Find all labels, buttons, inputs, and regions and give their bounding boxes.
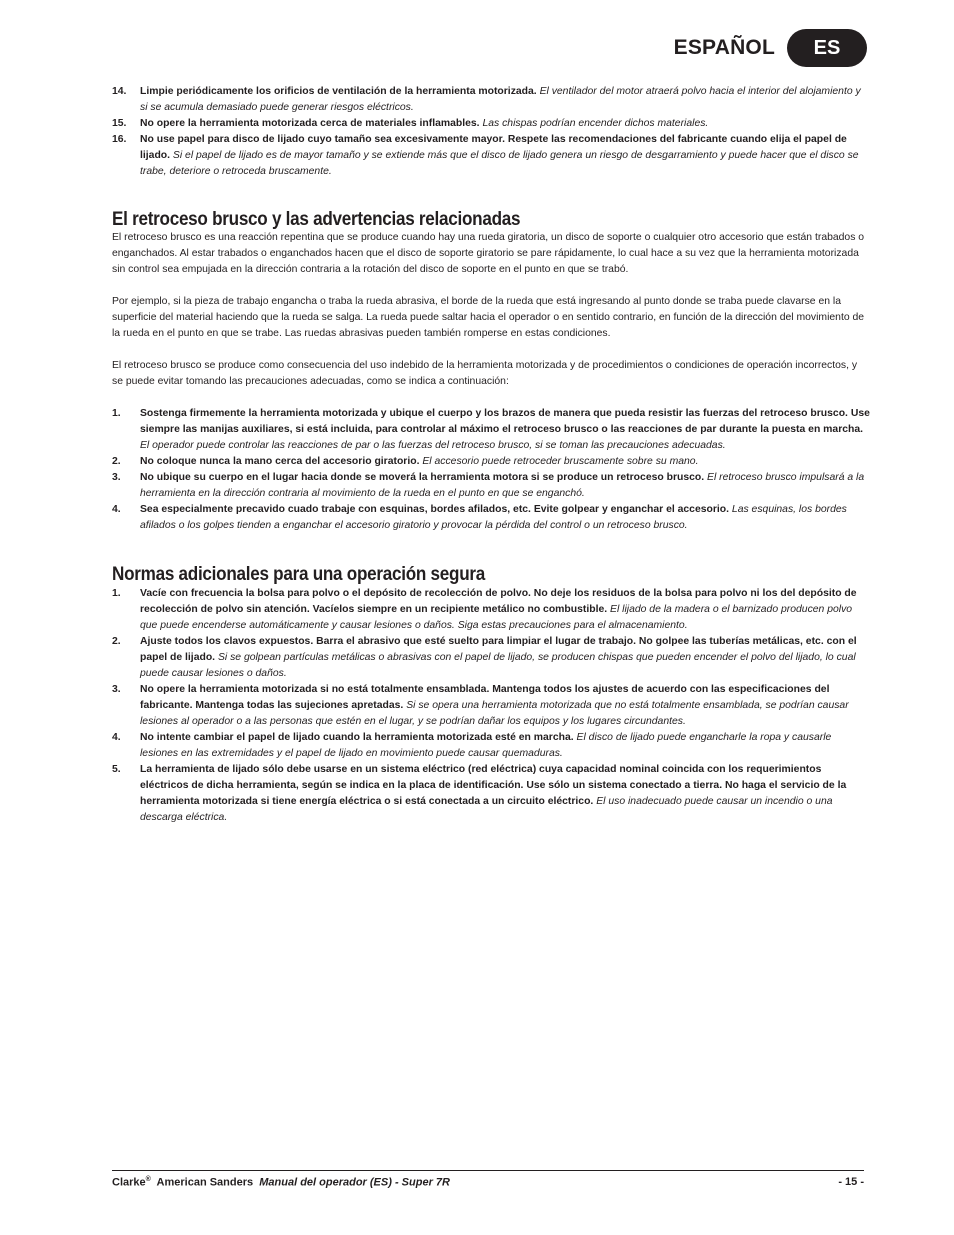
item-number: 14. xyxy=(112,86,127,97)
item-instruction: No ubique su cuerpo en el lugar hacia donde se moverá la herramienta motora si se produce un retroceso brusco. xyxy=(140,472,705,483)
list-item xyxy=(112,470,870,502)
top-warning-list xyxy=(112,84,870,180)
registered-mark: ® xyxy=(145,1176,151,1183)
item-explanation: El accesorio puede retroceder bruscamente sobre su mano. xyxy=(422,456,699,467)
language-label: ESPAÑOL xyxy=(673,36,775,59)
item-explanation: Si se golpean partículas metálicas o abrasivas con el papel de lijado, se producen chispas que pueden encender el polvo del lijado, lo cual puede causar lesiones o daños. xyxy=(140,652,856,679)
page-content xyxy=(112,84,870,826)
item-number: 4. xyxy=(112,504,121,515)
list-item xyxy=(112,682,870,730)
item-number: 2. xyxy=(112,636,121,647)
item-explanation: El lijado de la madera o el barnizado producen polvo que puede encenderse automáticamente y causar lesiones o daños. Siga estas precauciones para el almacenamiento. xyxy=(140,604,853,631)
item-number: 1. xyxy=(112,408,121,419)
item-number: 2. xyxy=(112,456,121,467)
item-instruction: No opere la herramienta motorizada si no está totalmente ensamblada. Mantenga todos los ajustes de acuerdo con las especificaciones del fabricante. Mantenga todas las sujeciones apretadas. xyxy=(140,684,830,711)
item-instruction: No coloque nunca la mano cerca del accesorio giratorio. xyxy=(140,456,420,467)
footer-brand: Clarke xyxy=(112,1176,146,1189)
item-instruction: No use papel para disco de lijado cuyo tamaño sea excesivamente mayor. Respete las recomendaciones del fabricante cuando elija el papel de lijado. xyxy=(140,134,847,161)
page-number: - 15 - xyxy=(838,1176,864,1188)
item-instruction: Sostenga firmemente la herramienta motorizada y ubique el cuerpo y los brazos de manera que pueda resistir las fuerzas del retroceso brusco. Use siempre las manijas auxiliares, si está incluida, para controlar al máximo el retroceso brusco o las reacciones de par durante la puesta en marcha. xyxy=(140,408,870,435)
page-footer xyxy=(112,1170,864,1189)
item-explanation: Las esquinas, los bordes afilados o los golpes tienden a enganchar el accesorio giratorio y provocar la pérdida del control o un retroceso brusco. xyxy=(140,504,847,531)
list-item xyxy=(112,502,870,534)
list-item xyxy=(112,730,870,762)
list-item xyxy=(112,406,870,454)
item-instruction: Vacíe con frecuencia la bolsa para polvo o el depósito de recolección de polvo. No deje los residuos de la bolsa para polvo ni los del depósito de recolección de polvo sin atención. Vacíelos siempre en un recipiente metálico no combustible. xyxy=(140,588,857,615)
item-number: 1. xyxy=(112,588,121,599)
item-explanation: El retroceso brusco impulsará a la herramienta en la dirección contraria al movimiento de la rueda en el punto en que se enganchó. xyxy=(140,472,865,499)
safety-section-title: Normas adicionales para una operación segura xyxy=(112,564,486,585)
language-code-badge: ES xyxy=(787,29,867,67)
kickback-list xyxy=(112,406,870,534)
item-number: 4. xyxy=(112,732,121,743)
item-number: 3. xyxy=(112,684,121,695)
item-explanation: Las chispas podrían encender dichos materiales. xyxy=(482,118,709,129)
footer-title xyxy=(112,1176,450,1189)
item-instruction: No opere la herramienta motorizada cerca de materiales inflamables. xyxy=(140,118,480,129)
item-instruction: Ajuste todos los clavos expuestos. Barra el abrasivo que esté suelto para limpiar el lugar de trabajo. No golpee las tuberías metálicas, etc. con el papel de lijado. xyxy=(140,636,857,663)
list-item xyxy=(112,762,870,826)
list-item xyxy=(112,454,870,470)
item-instruction: La herramienta de lijado sólo debe usarse en un sistema eléctrico (red eléctrica) cuya capacidad nominal coincida con los requerimientos eléctricos de dicha herramienta, según se indica en la placa de identificación. Use sólo un sistema conectado a tierra. No haga el servicio de la herramienta motorizada si tiene energía eléctrica o si está conectada a un circuito eléctrico. xyxy=(140,764,847,807)
item-instruction: Sea especialmente precavido cuado trabaje con esquinas, bordes afilados, etc. Evite golpear y enganchar el accesorio. xyxy=(140,504,730,515)
item-explanation: El operador puede controlar las reacciones de par o las fuerzas del retroceso brusco, si se toman las precauciones adecuadas. xyxy=(140,440,726,451)
item-explanation: El disco de lijado puede engancharle la ropa y causarle lesiones en las extremidades y el papel de lijado en movimiento puede causar quemaduras. xyxy=(140,732,832,759)
item-number: 5. xyxy=(112,764,121,775)
item-number: 15. xyxy=(112,118,127,129)
list-item xyxy=(112,116,870,132)
item-explanation: Si se opera una herramienta motorizada que no está totalmente ensamblada, se podrían causar lesiones al operador o a las personas que estén en el lugar, y se podrían dañar los equipos y los lugares circundantes. xyxy=(140,700,849,727)
list-item xyxy=(112,586,870,634)
item-instruction: No intente cambiar el papel de lijado cuando la herramienta motorizada esté en marcha. xyxy=(140,732,574,743)
footer-manual-name: Manual del operador (ES) - Super 7R xyxy=(259,1176,450,1189)
kickback-paragraph: El retroceso brusco se produce como consecuencia del uso indebido de la herramienta motorizada y de procedimientos o condiciones de operación incorrectos, y se puede evitar tomando las precauciones adecuadas, como se indica a continuación: xyxy=(112,360,858,387)
item-number: 3. xyxy=(112,472,121,483)
item-explanation: El uso inadecuado puede causar un incendio o una descarga eléctrica. xyxy=(140,796,833,823)
item-instruction: Limpie periódicamente los orificios de ventilación de la herramienta motorizada. xyxy=(140,86,537,97)
kickback-paragraph: El retroceso brusco es una reacción repentina que se produce cuando hay una rueda giratoria, un disco de soporte o cualquier otro accesorio que están trabados o enganchados. Al estar trabados o enganchados hacen que el disco de soporte giratorio se pare rápidamente, lo cual hace a su vez que la herramienta motorizada sin control sea empujada en la dirección contraria a la rotación del disco de soporte en el punto en que se trabó. xyxy=(112,232,865,275)
kickback-section-title: El retroceso brusco y las advertencias relacionadas xyxy=(112,209,521,230)
item-explanation: Si el papel de lijado es de mayor tamaño y se extiende más que el disco de lijado genera un riesgo de desgarramiento y puede hacer que el disco se trabe, deteriore o retroceda bruscamente. xyxy=(140,150,859,177)
kickback-paragraph: Por ejemplo, si la pieza de trabajo engancha o traba la rueda abrasiva, el borde de la rueda que está ingresando al punto donde se traba puede clavarse en la superficie del material haciendo que la rueda se salga. La rueda puede saltar hacia el operador o en sentido contrario, en función de la dirección del movimiento de la rueda en el punto en que se trabe. Las ruedas abrasivas pueden también romperse en estas condiciones. xyxy=(112,296,865,339)
list-item xyxy=(112,132,870,180)
item-explanation: El ventilador del motor atraerá polvo hacia el interior del alojamiento y si se acumula demasiado puede generar riesgos eléctricos. xyxy=(140,86,861,113)
language-header xyxy=(674,29,867,67)
footer-company: American Sanders xyxy=(156,1176,254,1189)
item-number: 16. xyxy=(112,134,127,145)
safety-list xyxy=(112,586,870,826)
list-item xyxy=(112,634,870,682)
list-item xyxy=(112,84,870,116)
